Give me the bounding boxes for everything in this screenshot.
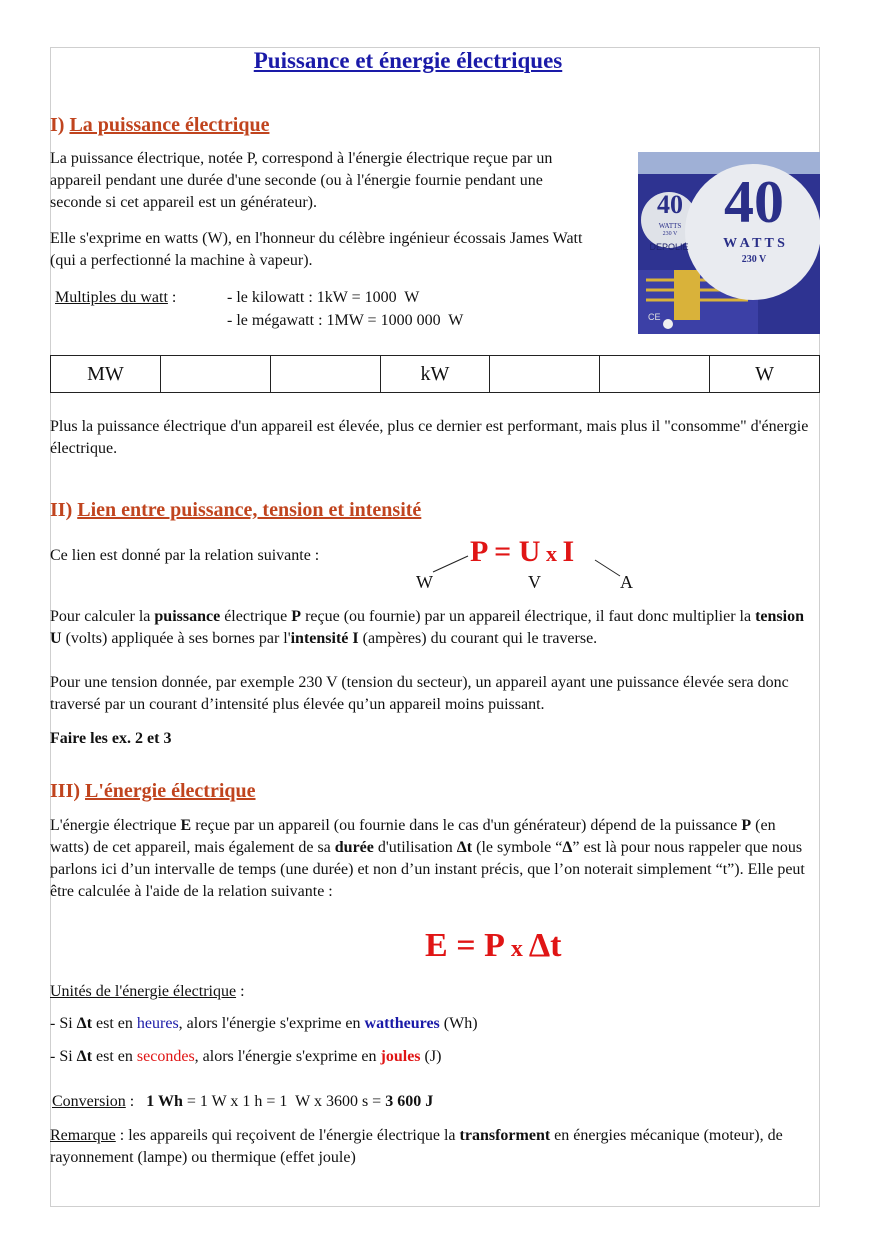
unit-ampere: A [620,572,633,592]
section2-title: Lien entre puissance, tension et intensité [77,499,422,521]
s3-text-1: L'énergie électrique [50,817,181,834]
section1-paragraph2: Elle s'exprime en watts (W), en l'honneur du célèbre ingénieur écossais James Watt (qui a perfectionné la machine à vapeur). [50,230,583,269]
remarque-label: Remarque [50,1127,116,1144]
p1-bold-intensite: intensité I [290,630,359,647]
p1-text-1: Pour calculer la [50,608,155,625]
units-label: Unités de l'énergie électrique [50,983,237,1000]
section2-paragraph1 [50,606,815,650]
p1-bold-p: P [291,608,302,625]
units-line-seconds [50,1048,441,1066]
conversion-text: = 1 W x 1 h = 1 W x 3600 s = [182,1093,386,1110]
l1-text-3: , alors l'énergie s'exprime en [178,1015,365,1032]
scale-cell-7: W [710,356,820,393]
s3-text-6: ” est là pour nous rappeler que nous parlons ici d’un intervalle de temps (une durée) et non d’un instant précis, que l’on noterait simplement “t”). Elle peut être calculée à l'aide de la relation suivante : [50,839,805,900]
p1-text-4: (volts) appliquée à ses bornes par l' [61,630,291,647]
p1-text-3: reçue (ou fournie) par un appareil électrique, il faut donc multiplier la [301,608,756,625]
formula-delta-t: Δt [528,927,562,964]
p1-text-5: (ampères) du courant qui le traverse. [358,630,598,647]
s3-bold-delta: Δ [562,839,573,856]
bulb-big-230: 230 V [741,254,767,265]
formula-eq: = [486,535,519,568]
l1-text-2: est en [92,1015,137,1032]
conversion-colon: : [125,1093,147,1110]
s3-bold-p: P [741,817,752,834]
l2-secondes: secondes [136,1048,195,1065]
s3-bold-duree: durée [334,839,374,856]
s3-text-4: d'utilisation [373,839,457,856]
conversion-line [52,1093,433,1111]
section1-paragraph3: Plus la puissance électrique d'un appareil est élevée, plus ce dernier est performant, mais plus il "consomme" d'énergie électrique. [50,418,809,457]
section2-paragraph2: Pour une tension donnée, par exemple 230 V (tension du secteur), un appareil ayant une puissance élevée sera donc traversé par un courant d’intensité plus élevée qu’un appareil moins puissant. [50,674,789,713]
bulb-ce-mark: CE [648,312,661,322]
exercise-instruction: Faire les ex. 2 et 3 [50,730,172,747]
l1-wattheures: wattheures [364,1015,440,1032]
p1-bold-puissance: puissance [154,608,221,625]
bulb-big-40: 40 [724,169,784,235]
formula-p2: P [484,927,505,964]
s3-bold-delta-t: Δt [456,839,473,856]
conversion-label: Conversion [52,1093,126,1110]
units-label-row [50,983,245,1001]
section1-number: I) [50,114,65,136]
page-title: Puissance et énergie électriques [253,48,563,73]
section1-title: La puissance électrique [69,114,270,136]
section2-intro: Ce lien est donné par la relation suivante : [50,547,320,564]
p1-bold-tension: tension U [50,608,804,647]
l1-bold-delta-t: Δt [76,1015,93,1032]
formula-times: x [540,541,563,566]
section3-number: III) [50,780,81,802]
remarque-text-2: en énergies mécanique (moteur), de rayonnement (lampe) ou thermique (effet joule) [50,1127,783,1166]
l2-text-3: , alors l'énergie s'exprime en [194,1048,381,1065]
l2-bold-delta-t: Δt [76,1048,93,1065]
s3-text-3: (en watts) de cet appareil, mais également de sa [50,817,776,856]
remarque-bold-transforment: transforment [459,1127,551,1144]
scale-cell-4: kW [380,356,490,393]
section3-title: L'énergie électrique [85,780,256,802]
formula-times2: x [504,936,529,962]
remarque-text-1: : les appareils qui reçoivent de l'énergie électrique la [115,1127,460,1144]
s3-text-2: reçue par un appareil (ou fournie dans le cas d'un générateur) dépend de la puissance [191,817,742,834]
units-colon: : [236,983,245,1000]
section3-heading [50,780,256,803]
multiples-label: Multiples du watt [55,289,168,306]
bulb-small-40: 40 [657,190,683,219]
scale-cell-1: MW [51,356,161,393]
s3-bold-e: E [180,817,192,834]
formula-i: I [562,535,575,568]
formula-p: P [470,535,487,568]
l2-joules: joules [380,1048,421,1065]
bulb-small-watts: WATTS [658,222,682,230]
l2-text-4: (J) [420,1048,442,1065]
l1-heures: heures [136,1015,179,1032]
l2-text-2: est en [92,1048,137,1065]
unit-volt: V [528,572,541,592]
formula-u: U [518,535,541,568]
section3-paragraph1 [50,815,815,903]
multiple-megawatt: - le mégawatt : 1MW = 1000 000 W [227,312,464,329]
conversion-1wh: 1 Wh [146,1093,183,1110]
section2-number: II) [50,499,73,521]
l2-text-1: - Si [50,1048,77,1065]
bulb-big-watts: W A T T S [723,236,785,251]
l1-text-4: (Wh) [439,1015,478,1032]
formula-energy [425,927,561,965]
formula-unit-connectors [0,0,872,620]
bulb-small-230: 230 V [662,231,678,237]
unit-watt: W [416,572,433,592]
s3-text-5: (le symbole “ [472,839,563,856]
formula-e: E [425,927,448,964]
p1-text-2: électrique [220,608,292,625]
l1-text-1: - Si [50,1015,77,1032]
bulb-depolie: DEPOLIE [649,242,689,252]
multiple-kilowatt: - le kilowatt : 1kW = 1000 W [227,289,420,306]
units-line-hours [50,1015,478,1033]
conversion-result: 3 600 J [385,1093,434,1110]
remarque-paragraph [50,1125,815,1169]
multiples-colon: : [167,289,177,306]
section1-paragraph1: La puissance électrique, notée P, correspond à l'énergie électrique reçue par un appareil pendant une durée d'une seconde (ou à l'énergie fournie pendant une seconde si cet appareil est un générateur). [50,150,553,211]
formula-eq2: = [447,927,485,964]
